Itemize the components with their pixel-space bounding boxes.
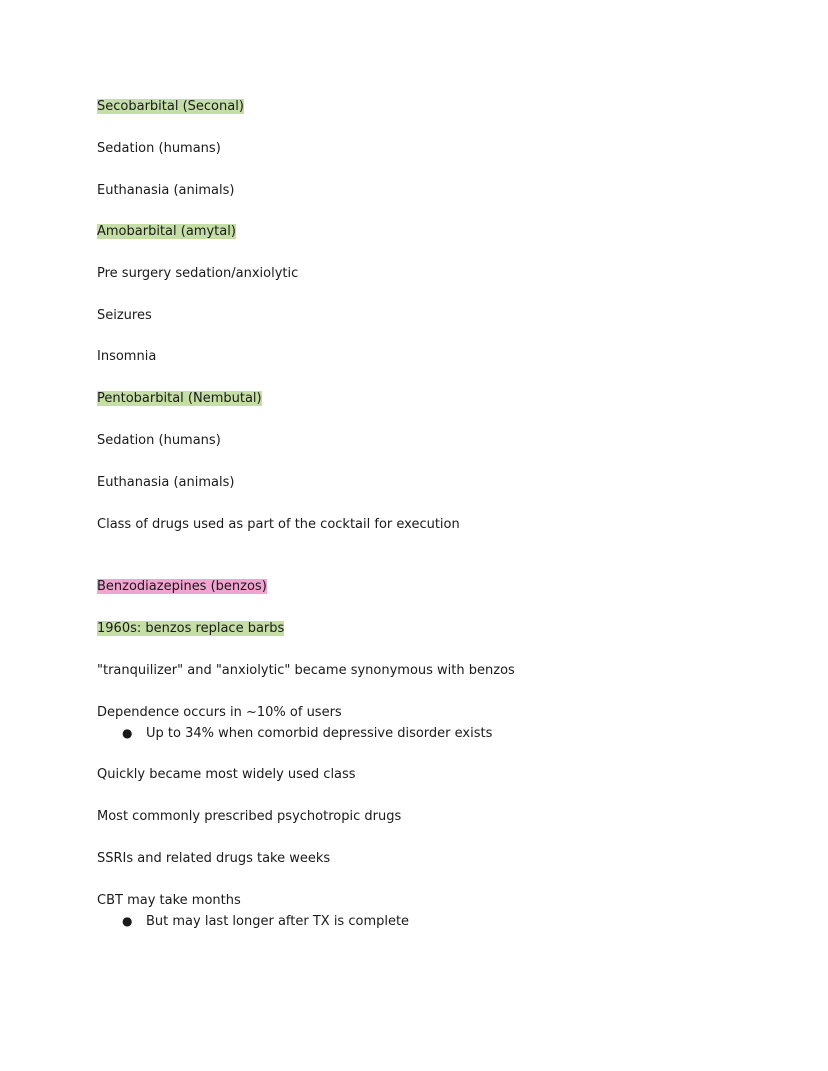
amo-presurgery-text: Pre surgery sedation/anxiolytic	[97, 266, 299, 281]
pentobarbital-heading-text: Pentobarbital (Nembutal)	[97, 391, 262, 406]
secobarbital-heading-text: Secobarbital (Seconal)	[97, 99, 244, 114]
amo-insomnia-text: Insomnia	[97, 349, 157, 364]
benzo-1960s-line	[97, 620, 284, 638]
pento-execution-text: Class of drugs used as part of the cocktail for execution	[97, 517, 460, 532]
benzo-widely-used-text: Quickly became most widely used class	[97, 767, 356, 782]
amo-seizures-text: Seizures	[97, 308, 152, 323]
seco-sedation-text: Sedation (humans)	[97, 141, 221, 156]
benzo-ssris-text: SSRIs and related drugs take weeks	[97, 851, 331, 866]
pento-sedation-text: Sedation (humans)	[97, 433, 221, 448]
benzo-prescribed-text: Most commonly prescribed psychotropic drugs	[97, 809, 402, 824]
benzo-heading-text: Benzodiazepines (benzos)	[97, 579, 267, 594]
bullet-icon: ●	[122, 914, 133, 928]
benzo-dependence-bullet-text: Up to 34% when comorbid depressive disorder exists	[146, 726, 493, 741]
amobarbital-heading-text: Amobarbital (amytal)	[97, 224, 236, 239]
benzo-1960s-text: 1960s: benzos replace barbs	[97, 621, 285, 636]
pento-euthanasia-text: Euthanasia (animals)	[97, 475, 235, 490]
amobarbital-heading	[97, 223, 236, 241]
list-item	[122, 912, 409, 930]
benzo-heading	[97, 578, 267, 596]
benzo-cbt-text: CBT may take months	[97, 893, 241, 908]
secobarbital-heading	[97, 98, 244, 116]
list-item	[122, 724, 492, 742]
benzo-cbt-bullet-text: But may last longer after TX is complete	[146, 914, 410, 929]
benzo-dependence-text: Dependence occurs in ~10% of users	[97, 705, 342, 720]
seco-euthanasia-text: Euthanasia (animals)	[97, 183, 235, 198]
bullet-icon: ●	[122, 726, 133, 740]
benzo-tranquilizer-text: "tranquilizer" and "anxiolytic" became synonymous with benzos	[97, 663, 515, 678]
pentobarbital-heading	[97, 390, 262, 408]
